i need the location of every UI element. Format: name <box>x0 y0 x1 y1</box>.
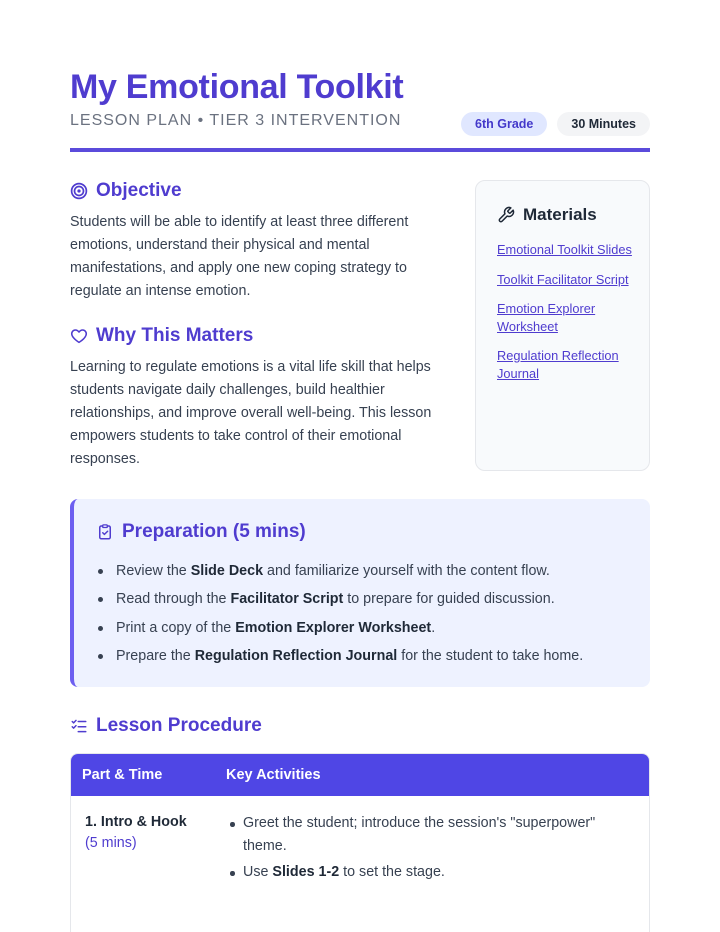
clipboard-check-icon <box>96 523 114 541</box>
objective-text: Students will be able to identify at least three different emotions, understand their physical and mental manifestations, and apply one new coping strategy to regulate an intense emotion. <box>70 214 409 299</box>
activities-cell <box>216 812 636 887</box>
header-divider <box>70 148 650 152</box>
wrench-icon <box>497 206 515 224</box>
prep-emphasis: Facilitator Script <box>230 591 344 608</box>
activity-emphasis: Slides 1-2 <box>272 864 340 880</box>
procedure-heading <box>70 715 262 737</box>
column-header-activities: Key Activities <box>226 767 321 783</box>
table-header <box>71 754 649 796</box>
activity-item <box>228 861 636 884</box>
materials-card <box>475 180 650 471</box>
prep-text: and familiarize yourself with the content flow. <box>263 563 550 579</box>
material-link-slides[interactable]: Emotional Toolkit Slides <box>497 242 632 257</box>
preparation-heading-label: Preparation (5 mins) <box>122 521 306 542</box>
prep-emphasis: Emotion Explorer Worksheet <box>235 619 432 636</box>
preparation-item <box>96 642 636 670</box>
prep-text: to prepare for guided discussion. <box>343 591 555 608</box>
why-heading <box>70 325 253 347</box>
activity-item <box>228 812 636 858</box>
target-icon <box>70 182 88 200</box>
material-item <box>497 300 632 335</box>
material-item <box>497 241 632 259</box>
materials-heading-label: Materials <box>523 205 597 224</box>
material-link-journal[interactable]: Regulation Reflection Journal <box>497 348 619 381</box>
part-cell <box>71 812 216 887</box>
activity-text: Greet the student; introduce the session's "superpower" theme. <box>243 815 596 854</box>
objective-heading <box>70 180 182 202</box>
material-link-worksheet[interactable]: Emotion Explorer Worksheet <box>497 301 596 334</box>
material-item <box>497 271 632 289</box>
prep-text: Print a copy of the <box>116 619 236 636</box>
procedure-table <box>70 753 650 932</box>
header-badges <box>461 112 650 136</box>
prep-text: Read through the <box>116 591 231 608</box>
objective-heading-label: Objective <box>96 180 182 201</box>
material-link-script[interactable]: Toolkit Facilitator Script <box>497 271 629 287</box>
preparation-card <box>70 499 650 687</box>
heart-icon <box>70 327 88 345</box>
prep-text: . <box>431 619 436 636</box>
checklist-icon <box>70 717 88 735</box>
why-heading-label: Why This Matters <box>96 325 254 346</box>
preparation-list <box>96 557 636 670</box>
materials-heading <box>497 205 597 225</box>
page-subtitle: LESSON PLAN • TIER 3 INTERVENTION <box>70 112 402 129</box>
part-time: (5 mins) <box>85 835 137 851</box>
grade-badge: 6th Grade <box>461 112 547 136</box>
table-row <box>71 796 649 887</box>
prep-emphasis: Slide Deck <box>190 563 264 579</box>
preparation-heading <box>96 521 306 543</box>
activity-text: to set the stage. <box>339 864 445 880</box>
preparation-item <box>96 585 636 613</box>
procedure-heading-label: Lesson Procedure <box>96 715 262 736</box>
why-text: Learning to regulate emotions is a vital life skill that helps students navigate daily challenges, build healthier relationships, and improve overall well-being. This lesson empowers students to take control of their emotional responses. <box>70 359 432 467</box>
prep-text: Prepare the <box>116 647 195 664</box>
duration-badge: 30 Minutes <box>557 112 650 136</box>
preparation-item <box>96 557 636 585</box>
prep-text: Review the <box>116 563 191 579</box>
preparation-item <box>96 614 636 642</box>
prep-emphasis: Regulation Reflection Journal <box>194 647 398 664</box>
prep-text: for the student to take home. <box>397 647 584 664</box>
material-item <box>497 347 632 382</box>
part-label: 1. Intro & Hook <box>85 814 187 830</box>
activities-list <box>216 812 636 884</box>
materials-list <box>497 241 632 394</box>
page-title: My Emotional Toolkit <box>70 68 404 106</box>
activity-text: Use <box>243 864 273 880</box>
column-header-part: Part & Time <box>82 767 163 783</box>
